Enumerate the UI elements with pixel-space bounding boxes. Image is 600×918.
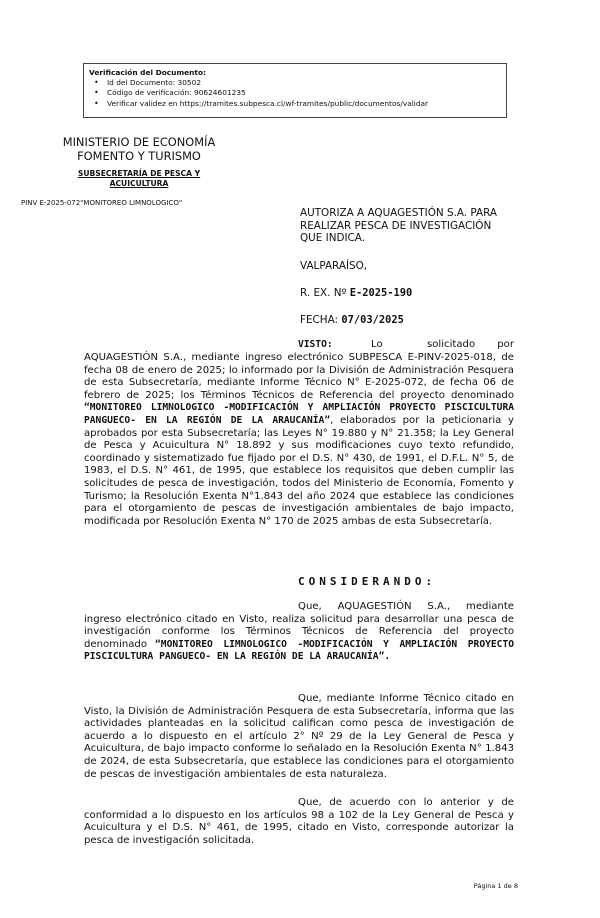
considerando-paragraph-2 [84,693,514,781]
ministry-line-2: FOMENTO Y TURISMO [77,149,201,163]
summary-line-1: AUTORIZA A AQUAGESTIÓN S.A. PARA [300,207,498,219]
subsecretaria-line-1: SUBSECRETARÍA DE PESCA Y [77,169,201,178]
considerando-p2-lead: Que, mediante Informe Técnico citado [298,693,497,704]
visto-text-b: , elaborados por la peticionaria y aprobados por esta Subsecretaría; las Leyes N° 19.880 y N° 21.358; la Ley General de Pesca y Acuicultura N° 18.892 y sus modificaciones cuyo texto refundido, coordinado y sistematizado fue fijado por el D.S. N° 430, de 1991, el D.F.L. N° 5, de 1983, el D.S. N° 461, de 1995, que establece los requisitos que deben cumplir las solicitudes de pesca de investigación, todos del Ministerio de Economía, Fomento y Turismo; la Resolución Exenta N°1.843 del año 2024 que establece las condiciones para el otorgamiento de pescas de investigación ambientales de bajo impacto, modificada por Resolución Exenta N° 170 de 2025 ambas de esta Subsecretaría. [84,414,514,527]
resolution-number-value: E-2025-190 [349,287,413,299]
subsecretaria-line-2: ACUICULTURA [109,179,169,188]
considerando-p1-end: . [384,651,391,663]
visto-word-3: por [497,339,514,350]
verification-url[interactable]: • Verificar validez en https://tramites.subpesca.cl/wf-tramites/public/documentos/validar [107,99,506,109]
place: VALPARAÍSO, [300,260,368,272]
visto-word-1: Lo [371,339,383,350]
verification-title: Verificación del Documento: [89,68,206,77]
considerando-p1-text: ingreso electrónico citado en Visto, realiza solicitud para desarrollar una pesca de investigación conforme los Términos Técnicos de Referencia del proyecto denominado [84,613,514,650]
summary-line-2: REALIZAR PESCA DE INVESTIGACIÓN [300,219,492,232]
visto-first-line [84,339,514,352]
verification-list [89,78,506,109]
pinv-reference: PINV E-2025-072"MONITOREO LIMNOLOGICO" [21,199,183,207]
visto-label: VISTO: [298,339,333,350]
verification-box [83,63,507,118]
verification-code: • Código de verificación: 90624601235 [107,88,506,98]
page-number: Página 1 de 8 [473,882,518,890]
ministry-name [44,135,234,163]
ministry-line-1: MINISTERIO DE ECONOMÍA [62,135,216,149]
visto-text-a: AQUAGESTIÓN S.A., mediante ingreso electrónico SUBPESCA E-PINV-2025-018, de fecha 08 de enero de 2025; lo informado por la División de Administración Pesquera de esta Subsecretaría, mediante Informe Técnico N° E-2025-072, de fecha 06 de febrero de 2025; los Términos Técnicos de Referencia del proyecto denominado [84,352,514,401]
considerando-p3-lead: Que, de acuerdo con lo anterior y de [298,797,514,808]
considerando-p2-text: en Visto, la División de Administración Pesquera de esta Subsecretaría, informa que las actividades planteadas en la solicitud califican como pesca de investigación de acuerdo a lo dispuesto en el artículo 2° Nº 29 de la Ley General de Pesca y Acuicultura, de bajo impacto conforme lo señalado en la Resolución Exenta N° 1.843 de 2024, de esta Subsecretaría, que establece las condiciones para el otorgamiento de pescas de investigación ambientales de esta naturaleza. [84,693,514,780]
summary-line-3: QUE INDICA. [300,232,366,245]
visto-project-name: “MONITOREO LIMNOLOGICO -MODIFICACIÓN Y AMPLIACIÓN PROYECTO PISCICULTURA PANGUECO- EN LA REGIÓN DE LA ARAUCANÍA” [84,402,514,426]
resolution-date-label: FECHA: [300,314,339,326]
considerando-paragraph-3 [84,797,514,847]
resolution-number [300,287,412,300]
visto-paragraph [84,352,514,528]
considerando-paragraph-1 [84,601,514,664]
resolution-date [300,314,404,327]
considerando-p1-project-name: “MONITOREO LIMNOLOGICO -MODIFICACIÓN Y AMPLIACIÓN PROYECTO PISCICULTURA PANGUECO- EN LA REGIÓN DE LA ARAUCANÍA” [84,638,514,663]
resolution-date-value: 07/03/2025 [341,314,404,326]
visto-word-2: solicitado [427,339,476,350]
considerando-heading: CONSIDERANDO: [298,575,437,588]
considerando-p3-text: conformidad a lo dispuesto en los artículos 98 a 102 de la Ley General de Pesca y Acuicultura y el D.S. N° 461, de 1995, citado en Visto, corresponde autorizar la pesca de investigación solicitada. [84,809,514,846]
resolution-number-label: R. EX. Nº [300,287,347,299]
verification-document-id: • Id del Documento: 30502 [107,78,506,88]
subsecretaria-name [59,169,219,189]
considerando-p1-lead: Que, AQUAGESTIÓN S.A., mediante [298,601,514,612]
resolution-summary [300,207,525,245]
